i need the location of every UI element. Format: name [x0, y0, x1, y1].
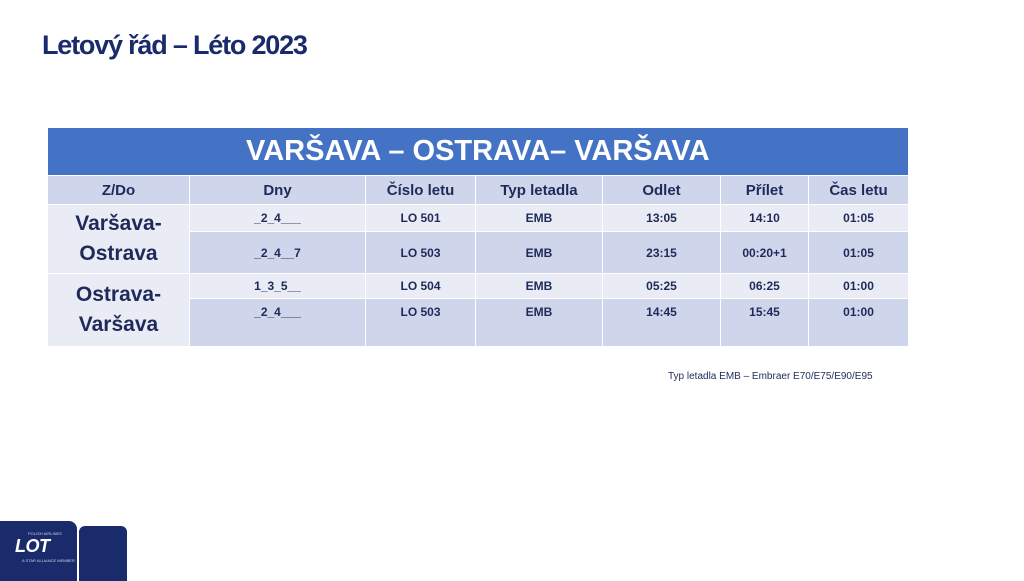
column-header-days: Dny	[190, 176, 366, 205]
flight-number-cell: LO 503	[366, 299, 476, 347]
flight-number-cell: LO 503	[366, 232, 476, 274]
column-header-flight-number: Číslo letu	[366, 176, 476, 205]
route-label-waw-osr	[48, 205, 190, 274]
days-cell: _2_4__7	[190, 232, 366, 274]
column-header-from-to: Z/Do	[48, 176, 190, 205]
duration-cell: 01:05	[809, 205, 909, 232]
column-header-arrival: Přílet	[721, 176, 809, 205]
departure-cell: 13:05	[603, 205, 721, 232]
aircraft-cell: EMB	[476, 205, 603, 232]
column-header-aircraft-type: Typ letadla	[476, 176, 603, 205]
aircraft-cell: EMB	[476, 232, 603, 274]
departure-cell: 23:15	[603, 232, 721, 274]
arrival-cell: 00:20+1	[721, 232, 809, 274]
days-cell: 1_3_5__	[190, 274, 366, 299]
duration-cell: 01:05	[809, 232, 909, 274]
lot-logo: LOT	[15, 536, 50, 556]
aircraft-cell: EMB	[476, 299, 603, 347]
days-cell: _2_4___	[190, 205, 366, 232]
logo-card-secondary	[79, 526, 127, 581]
route-label-osr-waw	[48, 274, 190, 347]
flight-number-cell: LO 501	[366, 205, 476, 232]
departure-cell: 05:25	[603, 274, 721, 299]
column-header-departure: Odlet	[603, 176, 721, 205]
route-label-line: Ostrava	[79, 242, 158, 265]
flight-number-cell: LO 504	[366, 274, 476, 299]
aircraft-cell: EMB	[476, 274, 603, 299]
days-cell: _2_4___	[190, 299, 366, 347]
route-label-line: Varšava	[78, 313, 159, 336]
route-banner: VARŠAVA – OSTRAVA– VARŠAVA	[48, 128, 909, 176]
duration-cell: 01:00	[809, 274, 909, 299]
route-label-line: Ostrava-	[75, 283, 162, 306]
logo-tagline-bottom: A STAR ALLIANCE MEMBER	[22, 558, 75, 563]
aircraft-type-footnote: Typ letadla EMB – Embraer E70/E75/E90/E95	[668, 371, 873, 382]
column-header-flight-time: Čas letu	[809, 176, 909, 205]
table-row	[48, 205, 909, 232]
arrival-cell: 15:45	[721, 299, 809, 347]
departure-cell: 14:45	[603, 299, 721, 347]
duration-cell: 01:00	[809, 299, 909, 347]
table-row	[48, 274, 909, 299]
route-label-line: Varšava-	[75, 212, 162, 235]
arrival-cell: 14:10	[721, 205, 809, 232]
logo-tagline-top: POLISH AIRLINES	[28, 531, 62, 536]
timetable	[47, 128, 909, 347]
arrival-cell: 06:25	[721, 274, 809, 299]
page-title: Letový řád – Léto 2023	[42, 30, 307, 60]
